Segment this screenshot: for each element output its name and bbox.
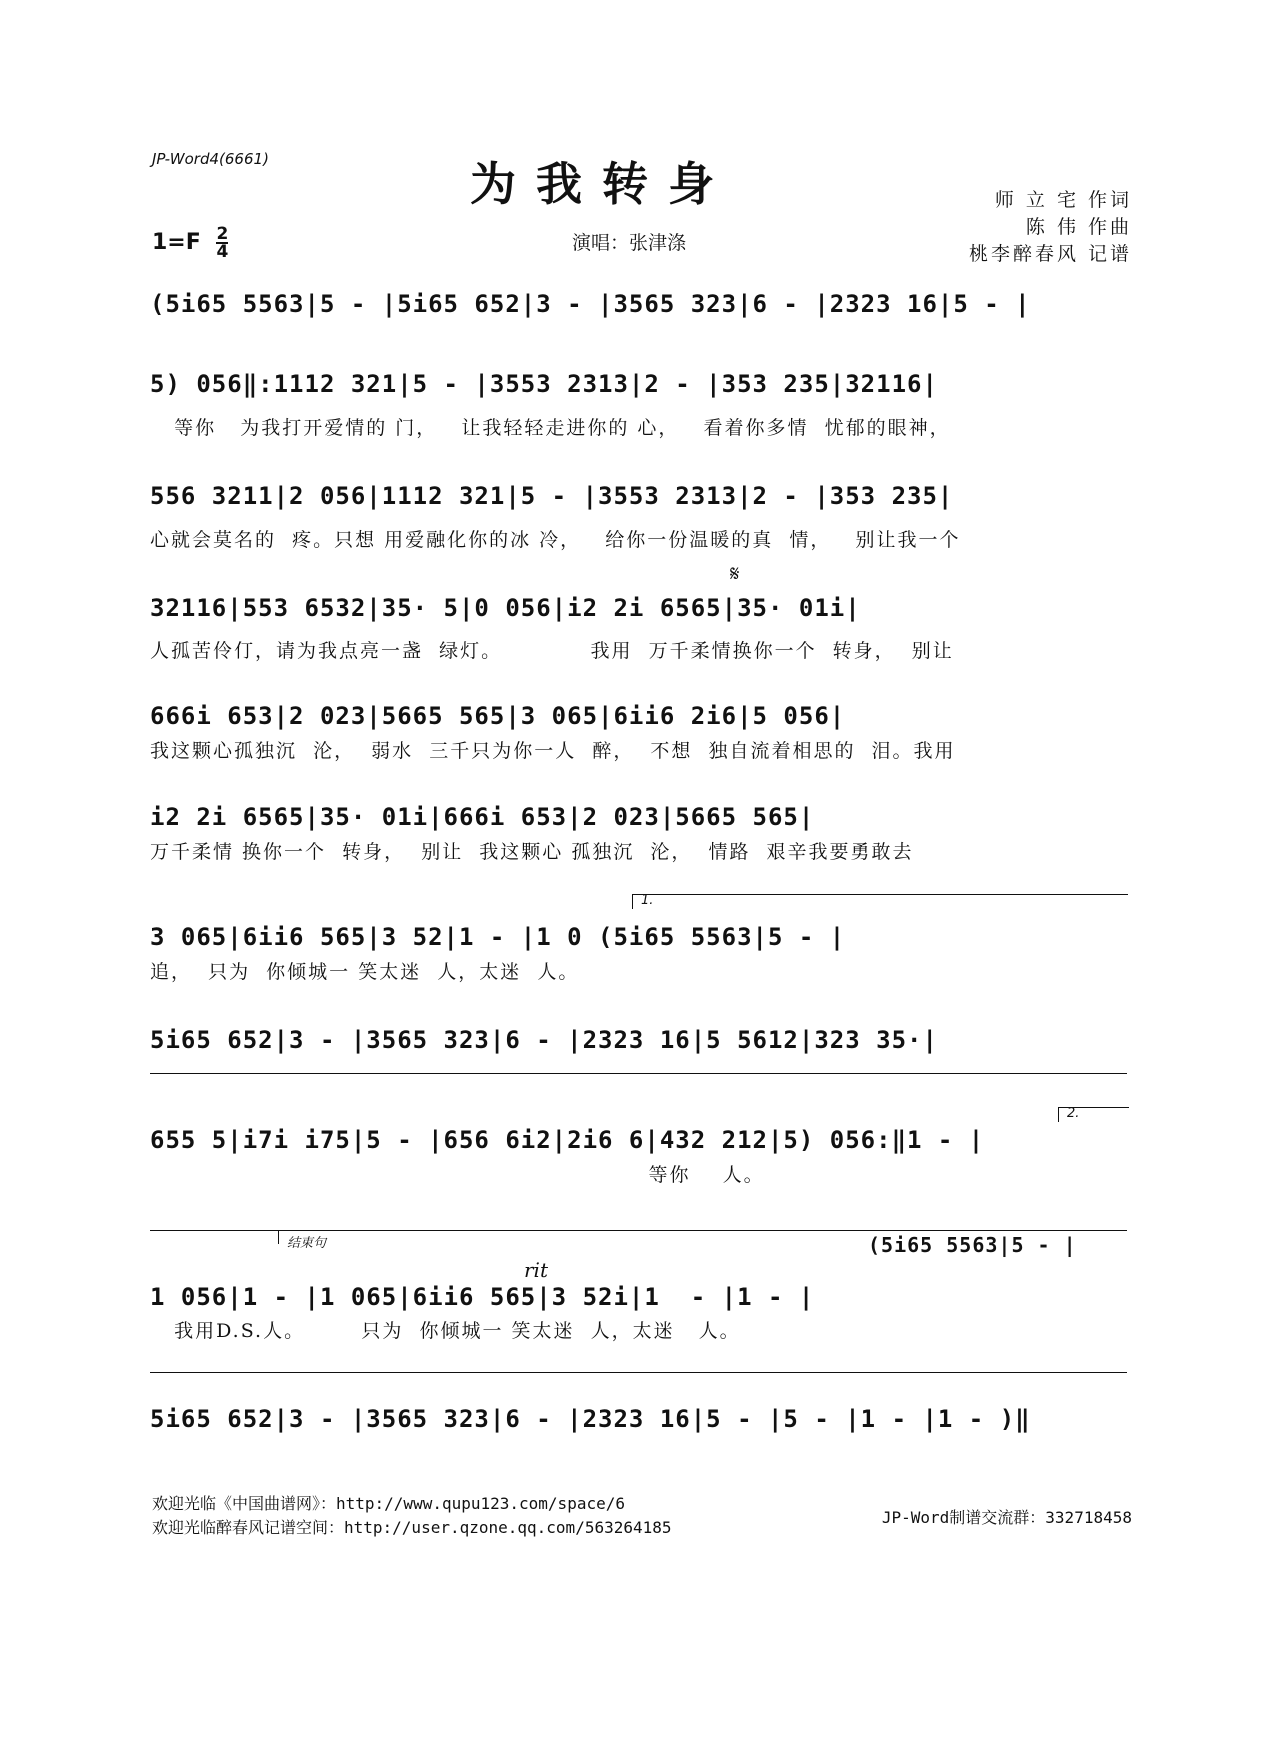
score-line-10: 1 056|1 - |1 065|6ii6 565|3 52i|1 - |1 - | [150,1283,815,1311]
score-line-11: 5i65 652|3 - |3565 323|6 - |2323 16|5 - |5 - |1 - |1 - )‖ [150,1405,1031,1433]
software-label: JP-Word4(6661) [152,150,269,168]
time-top: 2 [216,224,229,244]
lyrics-line-7: 追， 只为 你倾城一 笑太迷 人，太迷 人。 [150,961,580,983]
time-signature [216,226,228,260]
transcriber-credit: 桃李醉春风 记谱 [968,243,1132,265]
key-label: 1=F [152,230,201,255]
singer: 演唱：张津涤 [572,232,687,254]
footer-links [152,1492,672,1540]
second-ending-bracket [1058,1107,1129,1122]
coda-bracket [278,1230,579,1251]
footer-group-info: JP-Word制谱交流群：332718458 [881,1508,1132,1527]
second-ending-label: 2. [1067,1106,1080,1121]
score-line-7: 3 065|6ii6 565|3 52|1 - |1 0 (5i65 5563|5 - | [150,923,846,951]
lyrics-line-3: 心就会莫名的 疼。只想 用爱融化你的冰 冷， 给你一份温暖的真 情， 别让我一个 [150,529,961,551]
score-line-4: 32116|553 6532|35· 5|0 056|i2 2i 6565|35· 01i| [150,594,861,622]
footer-link-1[interactable]: 欢迎光临《中国曲谱网》：http://www.qupu123.com/space/6 [152,1494,625,1513]
score-line-9: 655 5|i7i i75|5 - |656 6i2|2i6 6|432 212|5) 056:‖1 - | [150,1126,985,1154]
score-line-2: 5) 056‖:1112 321|5 - |3553 2313|2 - |353 235|32116| [150,370,938,398]
lyrics-line-4: 人孤苦伶仃，请为我点亮一盏 绿灯。 我用 万千柔情换你一个 转身， 别让 [150,640,954,662]
lyrics-line-10: 我用D.S.人。 只为 你倾城一 笑太迷 人，太迷 人。 [150,1320,741,1342]
segno-sign: 𝄋 [730,562,740,587]
time-bottom: 4 [216,242,229,262]
lyricist-credit: 师 立 宅 作词 [994,189,1132,211]
first-ending-bracket [632,894,1128,909]
system-divider [150,1073,1127,1074]
score-line-1: (5i65 5563|5 - |5i65 652|3 - |3565 323|6 - |2323 16|5 - | [150,290,1031,318]
footer-link-2[interactable]: 欢迎光临醉春风记谱空间：http://user.qzone.qq.com/563264185 [152,1518,672,1537]
lyrics-line-6: 万千柔情 换你一个 转身， 别让 我这颗心 孤独沉 沦， 情路 艰辛我要勇敢去 [150,841,914,863]
score-line-5: 666i 653|2 023|5665 565|3 065|6ii6 2i6|5 056| [150,702,846,730]
coda-label: 结束句 [287,1236,327,1251]
ritardando-marking: rit [524,1258,548,1282]
score-line-3: 556 3211|2 056|1112 321|5 - |3553 2313|2 - |353 235| [150,482,954,510]
lyrics-line-9: 等你 人。 [150,1164,765,1186]
lyrics-line-2: 等你 为我打开爱情的 门， 让我轻轻走进你的 心， 看着你多情 忧郁的眼神， [150,417,951,439]
first-ending-label: 1. [641,893,654,908]
score-line-6: i2 2i 6565|35· 01i|666i 653|2 023|5665 565| [150,803,815,831]
song-title: 为我转身 [470,157,734,211]
lyrics-line-5: 我这颗心孤独沉 沦， 弱水 三千只为你一人 醉， 不想 独自流着相思的 泪。我用 [150,740,956,762]
score-line-8: 5i65 652|3 - |3565 323|6 - |2323 16|5 5612|323 35·| [150,1026,938,1054]
score-line-10-upper: (5i65 5563|5 - | [868,1233,1077,1257]
key-signature [152,226,228,260]
final-system-divider [150,1372,1127,1373]
composer-credit: 陈 伟 作曲 [1025,216,1132,238]
